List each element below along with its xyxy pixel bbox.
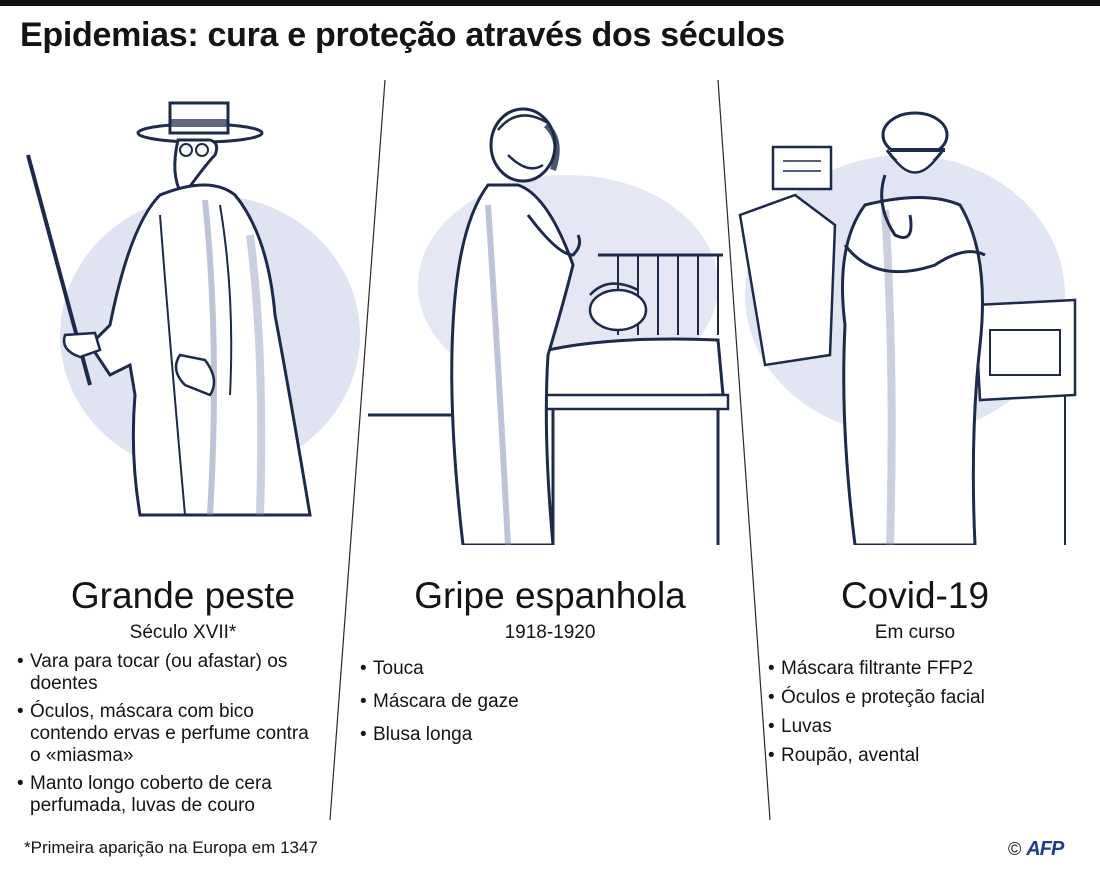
- spanish-flu-nurse-illustration: [368, 95, 738, 545]
- plague-doctor-illustration: [20, 95, 360, 545]
- list-item: • Óculos, máscara com bico contendo ervas e perfume contra o «miasma»: [17, 701, 317, 767]
- list-item: • Máscara filtrante FFP2: [768, 658, 998, 680]
- list-item: • Touca: [360, 658, 680, 680]
- era-period-covid-19: Em curso: [874, 622, 956, 643]
- afp-logo: AFP: [1026, 838, 1064, 860]
- item-list-covid-19: [768, 658, 998, 767]
- list-item: • Manto longo coberto de cera perfumada, luvas de couro: [17, 773, 317, 817]
- era-title-gripe-espanhola: Gripe espanhola: [414, 575, 686, 616]
- list-item: • Luvas: [768, 716, 998, 738]
- page-title: Epidemias: cura e proteção através dos séculos: [20, 16, 785, 54]
- list-item: • Vara para tocar (ou afastar) os doentes: [17, 651, 317, 695]
- list-item: • Máscara de gaze: [360, 691, 680, 713]
- list-item: • Óculos e proteção facial: [768, 687, 998, 709]
- era-period-gripe-espanhola: 1918-1920: [504, 622, 596, 643]
- era-period-grande-peste: Século XVII*: [129, 622, 237, 643]
- era-title-covid-19: Covid-19: [840, 575, 990, 616]
- credit: [1008, 838, 1063, 861]
- covid-nurse-illustration: [735, 95, 1080, 545]
- item-list-gripe-espanhola: [360, 658, 680, 746]
- list-item: • Roupão, avental: [768, 745, 998, 767]
- copyright-symbol: ©: [1008, 839, 1022, 859]
- footnote: *Primeira aparição na Europa em 1347: [24, 838, 318, 857]
- list-item: • Blusa longa: [360, 724, 680, 746]
- era-title-grande-peste: Grande peste: [70, 575, 296, 616]
- item-list-grande-peste: [17, 651, 317, 817]
